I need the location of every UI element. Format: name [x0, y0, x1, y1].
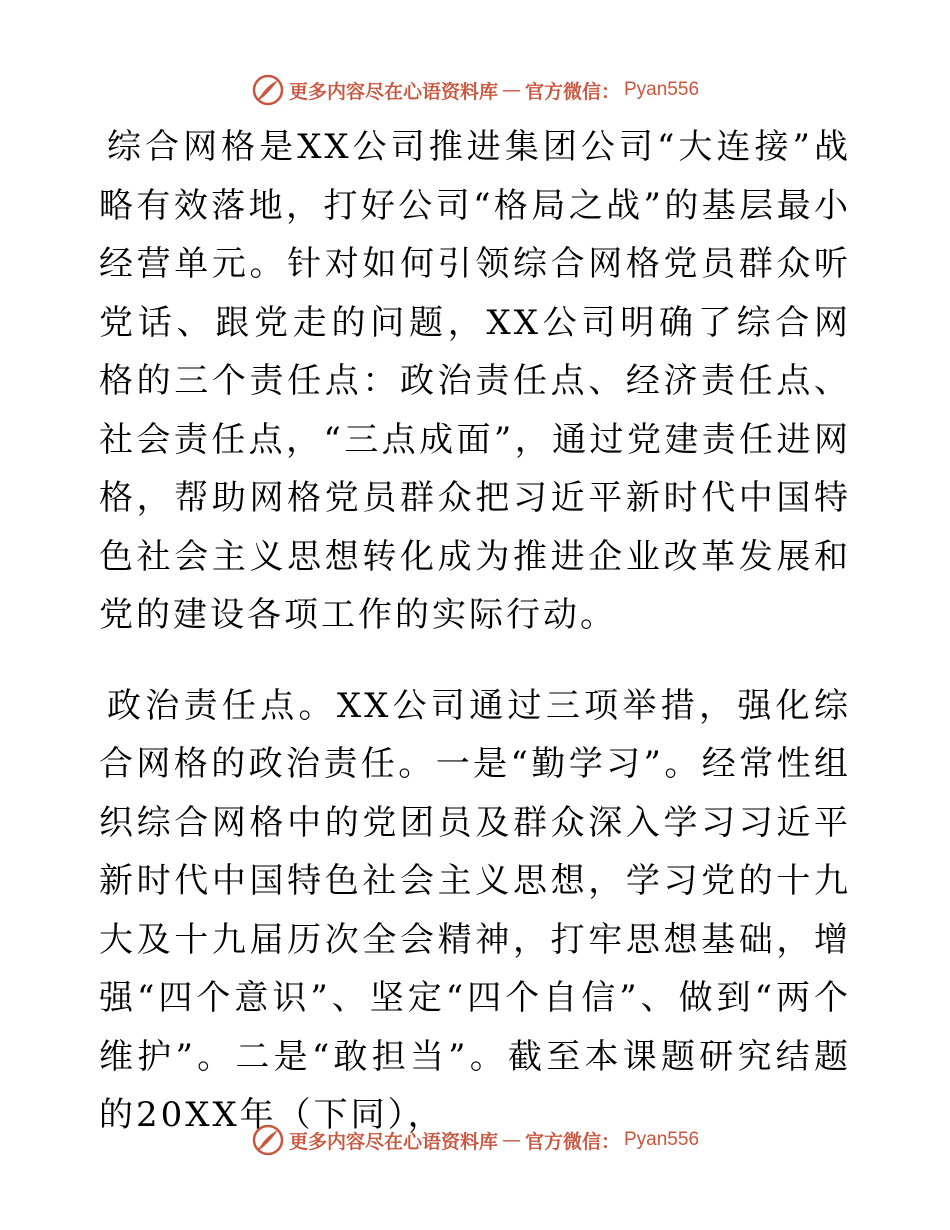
watermark-separator: —: [501, 1129, 521, 1151]
watermark-wechat-label: 官方微信：: [524, 80, 620, 103]
watermark-separator: —: [501, 79, 521, 101]
document-body: [99, 118, 851, 1145]
quill-pen-logo-icon: [251, 1123, 285, 1157]
paragraph-intro: 综合网格是XX公司推进集团公司“大连接”战略有效落地，打好公司“格局之战”的基层最小经营单元。针对如何引领综合网格党员群众听党话、跟党走的问题，XX公司明确了综合网格的三个责任点：政治责任点、经济责任点、社会责任点，“三点成面”，通过党建责任进网格，帮助网格党员群众把习近平新时代中国特色社会主义思想转化成为推进企业改革发展和党的建设各项工作的实际行动。: [99, 127, 851, 635]
watermark-wechat-id: Pyan556: [624, 1129, 700, 1150]
quill-pen-logo-icon: [251, 73, 285, 107]
footer-watermark: [0, 1120, 950, 1160]
watermark-wechat-label: 官方微信：: [524, 1130, 620, 1153]
paragraph-political-responsibility: 政治责任点。XX公司通过三项举措，强化综合网格的政治责任。一是“勤学习”。经常性组织综合网格中的党团员及群众深入学习习近平新时代中国特色社会主义思想，学习党的十九大及十九届历次全会精神，打牢思想基础，增强“四个意识”、坚定“四个自信”、做到“两个维护”。二是“敢担当”。截至本课题研究结题的20XX年（下同），: [99, 685, 851, 1135]
watermark-wechat-id: Pyan556: [624, 79, 700, 100]
watermark-site-text: 更多内容尽在心语资料库: [288, 1130, 498, 1153]
header-watermark: [0, 70, 950, 110]
watermark-site-text: 更多内容尽在心语资料库: [288, 80, 498, 103]
